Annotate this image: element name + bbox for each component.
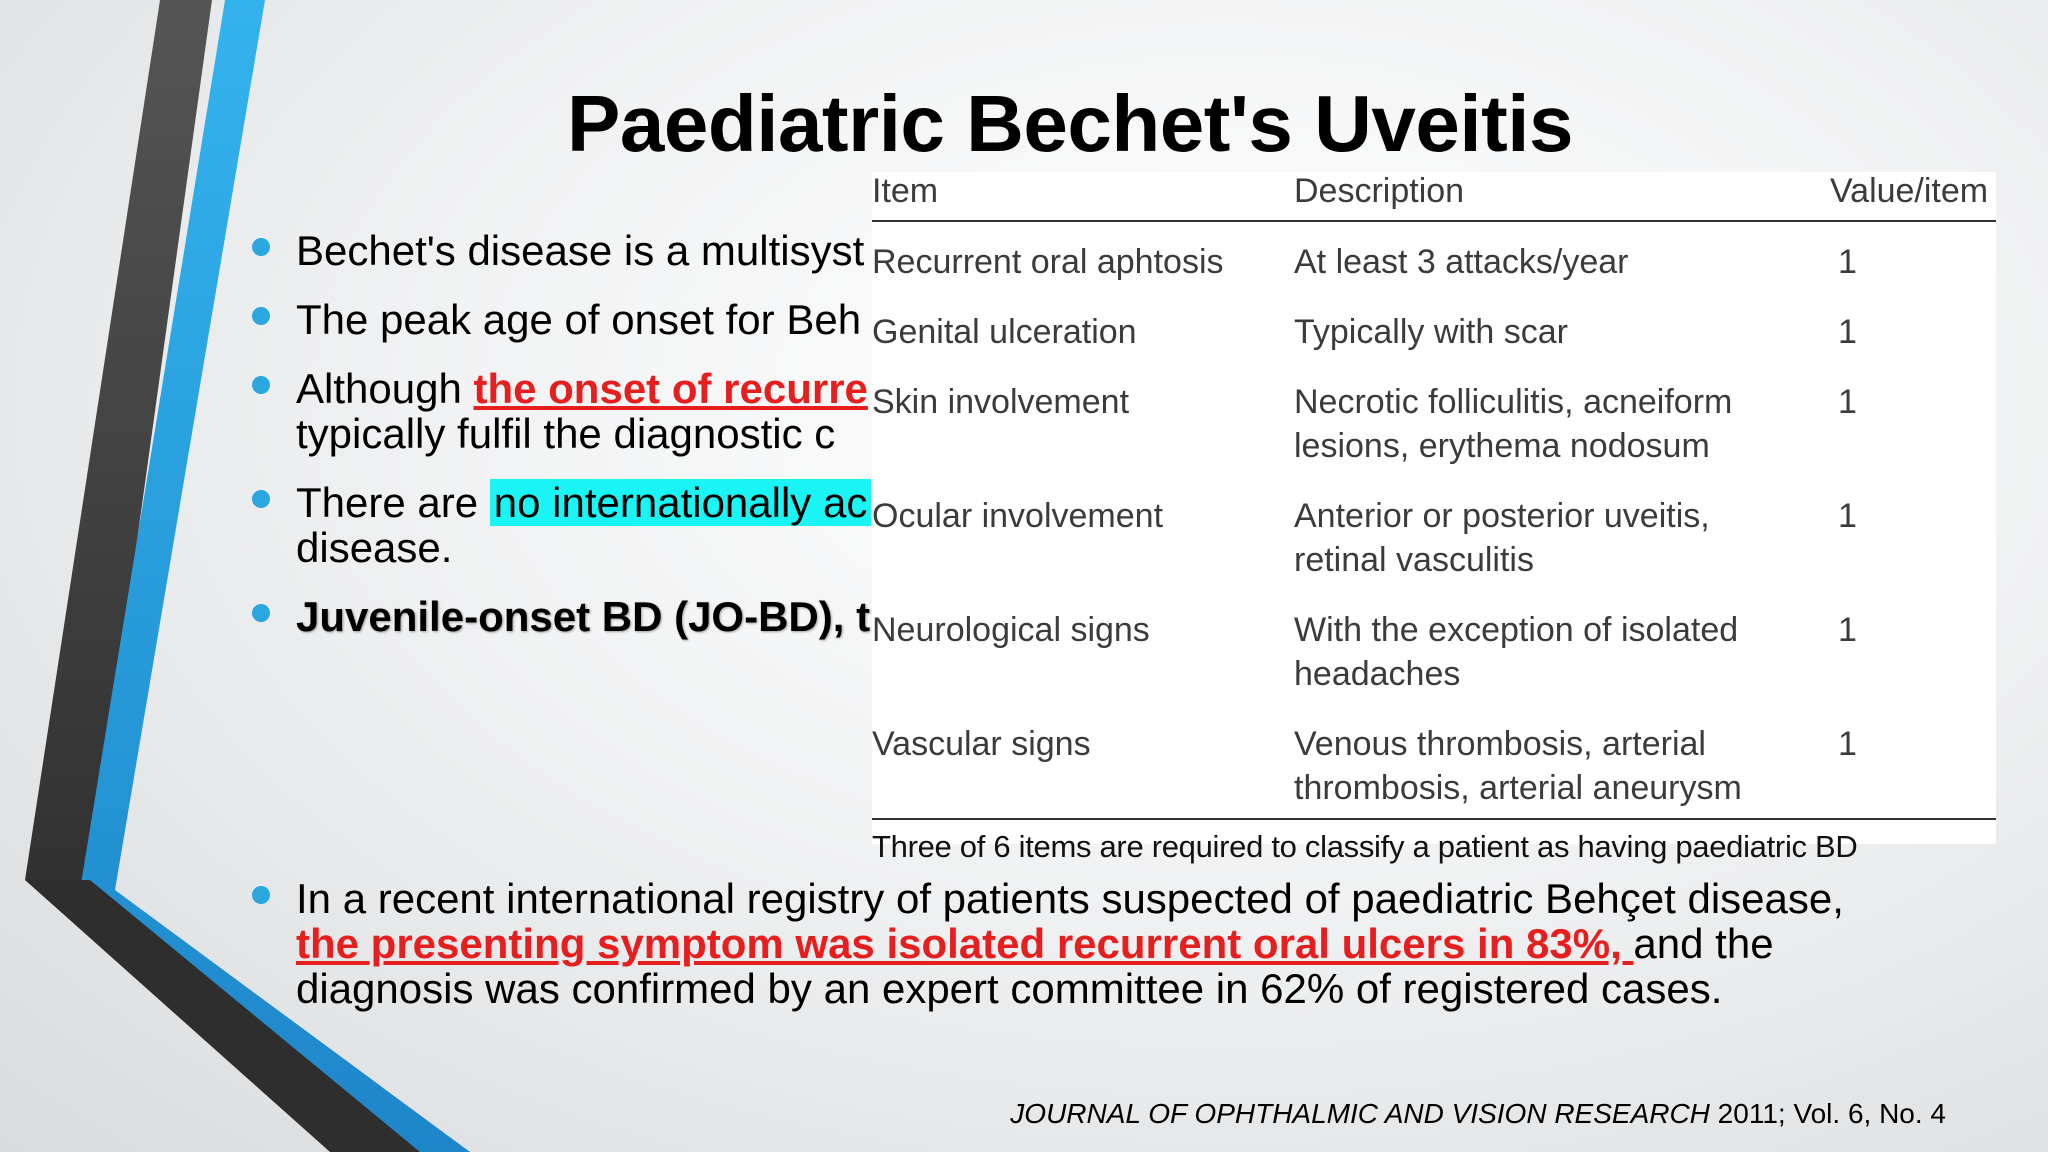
cell-item: Neurological signs <box>872 611 1150 649</box>
table-footnote: Three of 6 items are required to classify a patient as having paediatric BD <box>872 819 1996 866</box>
bullet-text: The peak age of onset for Beh <box>296 296 862 343</box>
bullet-dot-icon <box>252 604 270 622</box>
bullet-dot-icon <box>252 307 270 325</box>
table-row <box>872 362 1996 476</box>
bold-bullet-text: Juvenile-onset BD (JO-BD), t <box>296 593 871 640</box>
header-item: Item <box>872 172 1294 221</box>
bullet-dot-icon <box>252 376 270 394</box>
desc-line: headaches <box>1294 655 1461 693</box>
table-row <box>872 292 1996 362</box>
criteria-table-image <box>872 172 1996 864</box>
bullet-dot-icon <box>252 886 270 904</box>
citation <box>1010 1098 1946 1130</box>
cell-description <box>1294 476 1830 590</box>
cell-value: 1 <box>1838 383 1857 421</box>
cell-value: 1 <box>1838 497 1857 535</box>
slide-title: Paediatric Bechet's Uveitis <box>567 79 1573 168</box>
cell-value: 1 <box>1838 725 1857 763</box>
cell-description <box>1294 590 1830 704</box>
red-emphasis-text: the presenting symptom was isolated recurrent oral ulcers in 83%, <box>296 920 1634 967</box>
header-value: Value/item <box>1830 172 1996 221</box>
highlighted-text: no internationally ac <box>490 479 872 526</box>
table-row <box>872 704 1996 819</box>
cell-value: 1 <box>1838 611 1857 649</box>
table-row <box>872 590 1996 704</box>
desc-line: With the exception of isolated <box>1294 611 1739 649</box>
cell-item: Skin involvement <box>872 383 1130 421</box>
bullet-6 <box>250 876 2016 1011</box>
bullet-text-line3: diagnosis was confirmed by an expert committee in 62% of registered cases. <box>296 965 1723 1012</box>
criteria-table <box>872 172 1996 866</box>
cell-item: Genital ulceration <box>872 313 1137 351</box>
cell-item: Recurrent oral aphtosis <box>872 243 1224 281</box>
desc-line: Typically with scar <box>1294 313 1568 351</box>
table-header-row <box>872 172 1996 221</box>
bullet-text: Bechet's disease is a multisyst <box>296 227 865 274</box>
desc-line: lesions, erythema nodosum <box>1294 427 1710 465</box>
bullet-text-line2: disease. <box>296 524 453 571</box>
bullet-text: and the <box>1633 920 1774 967</box>
desc-line: Anterior or posterior uveitis, <box>1294 497 1710 535</box>
cell-value: 1 <box>1838 243 1857 281</box>
desc-line: Necrotic folliculitis, acneiform <box>1294 383 1733 421</box>
desc-line: Venous thrombosis, arterial <box>1294 725 1706 763</box>
table-row <box>872 476 1996 590</box>
citation-details: 2011; Vol. 6, No. 4 <box>1709 1098 1946 1129</box>
table-row <box>872 221 1996 292</box>
header-description: Description <box>1294 172 1830 221</box>
cell-value: 1 <box>1838 313 1857 351</box>
red-emphasis-text: the onset of recurre <box>473 365 868 412</box>
bullet-line <box>296 921 2016 966</box>
bullet-text: In a recent international registry of patients suspected of paediatric Behçet disease, <box>296 875 1844 922</box>
bullet-text-line2: typically fulfil the diagnostic c <box>296 410 836 457</box>
table-footer-row <box>872 819 1996 866</box>
desc-line: thrombosis, arterial aneurysm <box>1294 769 1742 807</box>
desc-line: At least 3 attacks/year <box>1294 243 1629 281</box>
bullet-dot-icon <box>252 490 270 508</box>
journal-name: JOURNAL OF OPHTHALMIC AND VISION RESEARCH <box>1010 1098 1710 1129</box>
bullet-text: There are <box>296 479 490 526</box>
cell-description <box>1294 221 1830 292</box>
cell-description <box>1294 362 1830 476</box>
bullet-text: Although <box>296 365 474 412</box>
desc-line: retinal vasculitis <box>1294 541 1534 579</box>
cell-description <box>1294 292 1830 362</box>
bullet-dot-icon <box>252 238 270 256</box>
cell-item: Vascular signs <box>872 725 1091 763</box>
cell-item: Ocular involvement <box>872 497 1164 535</box>
cell-description <box>1294 704 1830 819</box>
